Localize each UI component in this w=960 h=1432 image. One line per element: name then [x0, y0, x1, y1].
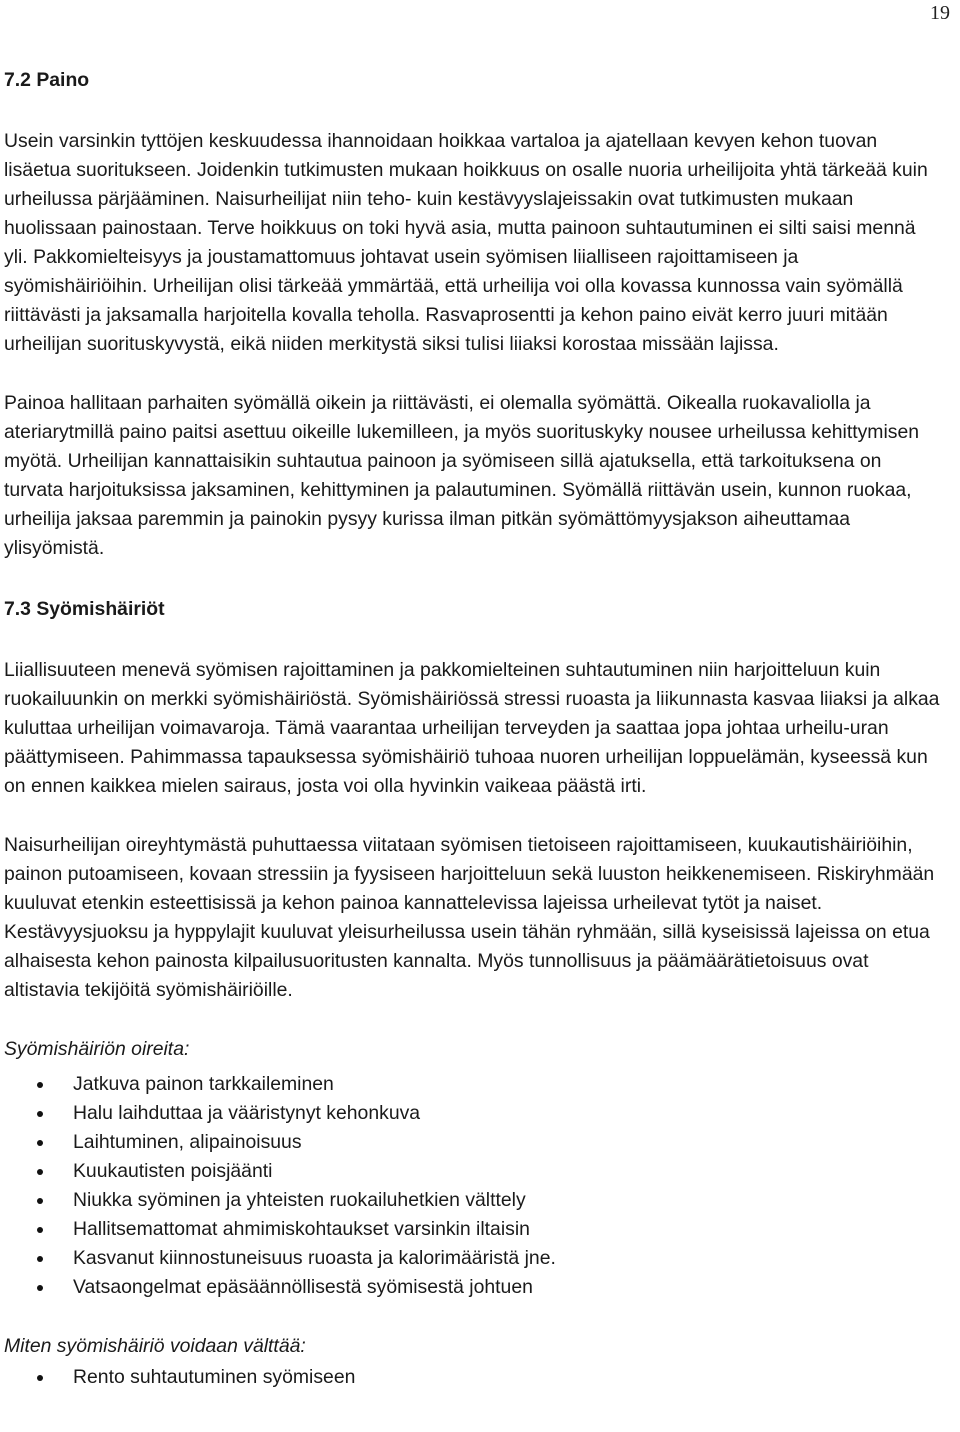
list-item-text: Hallitsemattomat ahmimiskohtaukset varsinkin iltaisin: [73, 1218, 530, 1240]
section-heading-syomishairiot: 7.3 Syömishäiriöt: [4, 598, 165, 620]
list-item-text: Kasvanut kiinnostuneisuus ruoasta ja kalorimääristä jne.: [73, 1247, 556, 1269]
list-item: [4, 1273, 944, 1302]
bullet-icon: [37, 1375, 43, 1381]
list-item-text: Rento suhtautuminen syömiseen: [73, 1366, 356, 1388]
list-item: [4, 1186, 944, 1215]
bullet-icon: [37, 1140, 43, 1146]
list-item: [4, 1099, 944, 1128]
paragraph-syomishairiot-2: Naisurheilijan oireyhtymästä puhuttaessa viitataan syömisen tietoiseen rajoittamiseen, kuukautishäiriöihin, painon putoamiseen, kovaan stressiin ja fyysiseen harjoitteluun sekä luuston heikkenemiseen. Riskiryhmään kuuluvat etenkin esteettisissä ja kehon painoa kannattelevissa lajeissa urheilevat tytöt ja naiset. Kestävyysjuoksu ja hyppylajit kuuluvat yleisurheilussa usein tähän ryhmään, sillä kyseisissä lajeissa on etua alhaisesta kehon painosta kilpailusuoritusten kannalta. Myös tunnollisuus ja päämäärätietoisuus ovat altistavia tekijöitä syömishäiriöille.: [4, 834, 935, 1001]
prevention-list: [4, 1363, 944, 1392]
list-item: [4, 1215, 944, 1244]
list-item-text: Vatsaongelmat epäsäännöllisestä syömisestä johtuen: [73, 1276, 533, 1298]
list-item-text: Kuukautisten poisjäänti: [73, 1160, 273, 1182]
symptoms-list: [4, 1070, 944, 1302]
symptoms-list-title: Syömishäiriön oireita:: [4, 1038, 190, 1060]
list-item-text: Halu laihduttaa ja vääristynyt kehonkuva: [73, 1102, 421, 1124]
list-item: [4, 1128, 944, 1157]
paragraph-paino-1: Usein varsinkin tyttöjen keskuudessa ihannoidaan hoikkaa vartaloa ja ajatellaan kevyen kehon tuovan lisäetua suoritukseen. Joidenkin tutkimusten mukaan hoikkuus on osalle nuoria urheilijoita yhtä tärkeää kuin urheilussa pärjääminen. Naisurheilijat niin teho- kuin kestävyyslajeissakin ovat tutkimusten mukaan huolissaan painostaan. Terve hoikkuus on toki hyvä asia, mutta painoon suhtautuminen ei silti saisi mennä yli. Pakkomielteisyys ja joustamattomuus johtavat usein syömisen liialliseen rajoittamiseen ja syömishäiriöihin. Urheilijan olisi tärkeää ymmärtää, että urheilija voi olla kovassa kunnossa vain syömällä riittävästi ja jaksamalla harjoitella kovalla teholla. Rasvaprosentti ja kehon paino eivät kerro juuri mitään urheilijan suorituskyvystä, eikä niiden merkitystä siksi tulisi liiaksi korostaa missään lajissa.: [4, 130, 928, 355]
bullet-icon: [37, 1256, 43, 1262]
list-item: [4, 1363, 944, 1392]
bullet-icon: [37, 1285, 43, 1291]
list-item: [4, 1070, 944, 1099]
bullet-icon: [37, 1111, 43, 1117]
prevention-list-title: Miten syömishäiriö voidaan välttää:: [4, 1335, 306, 1357]
bullet-icon: [37, 1082, 43, 1088]
bullet-icon: [37, 1227, 43, 1233]
page-number: 19: [930, 2, 950, 24]
page-content: [4, 66, 944, 1392]
section-heading-paino: 7.2 Paino: [4, 69, 90, 91]
list-item-text: Laihtuminen, alipainoisuus: [73, 1131, 302, 1153]
paragraph-paino-2: Painoa hallitaan parhaiten syömällä oikein ja riittävästi, ei olemalla syömättä. Oikealla ruokavaliolla ja ateriarytmillä paino paitsi asettuu oikeille lukemilleen, ja myös suorituskyky nousee urheilussa kehittymisen myötä. Urheilijan kannattaisikin suhtautua painoon ja syömiseen sillä ajatuksella, että tarkoituksena on turvata harjoituksissa jaksaminen, kehittyminen ja palautuminen. Syömällä riittävän usein, kunnon ruokaa, urheilija jaksaa paremmin ja painokin pysyy kurissa ilman pitkän syömättömyysjakson aiheuttamaa ylisyömistä.: [4, 392, 920, 559]
paragraph-syomishairiot-1: Liiallisuuteen menevä syömisen rajoittaminen ja pakkomielteinen suhtautuminen niin harjoitteluun kuin ruokailuunkin on merkki syömishäiriöstä. Syömishäiriössä stressi ruoasta ja liikunnasta kasvaa liiaksi ja alkaa kuluttaa urheilijan voimavaroja. Tämä vaarantaa urheilijan terveyden ja saattaa jopa johtaa urheilu-uran päättymiseen. Pahimmassa tapauksessa syömishäiriö tuhoaa nuoren urheilijan loppuelämän, kyseessä kun on ennen kaikkea mielen sairaus, josta voi olla hyvinkin vaikeaa päästä irti.: [4, 659, 940, 797]
bullet-icon: [37, 1198, 43, 1204]
list-item-text: Jatkuva painon tarkkaileminen: [73, 1073, 334, 1095]
bullet-icon: [37, 1169, 43, 1175]
list-item: [4, 1244, 944, 1273]
list-item-text: Niukka syöminen ja yhteisten ruokailuhetkien välttely: [73, 1189, 526, 1211]
list-item: [4, 1157, 944, 1186]
